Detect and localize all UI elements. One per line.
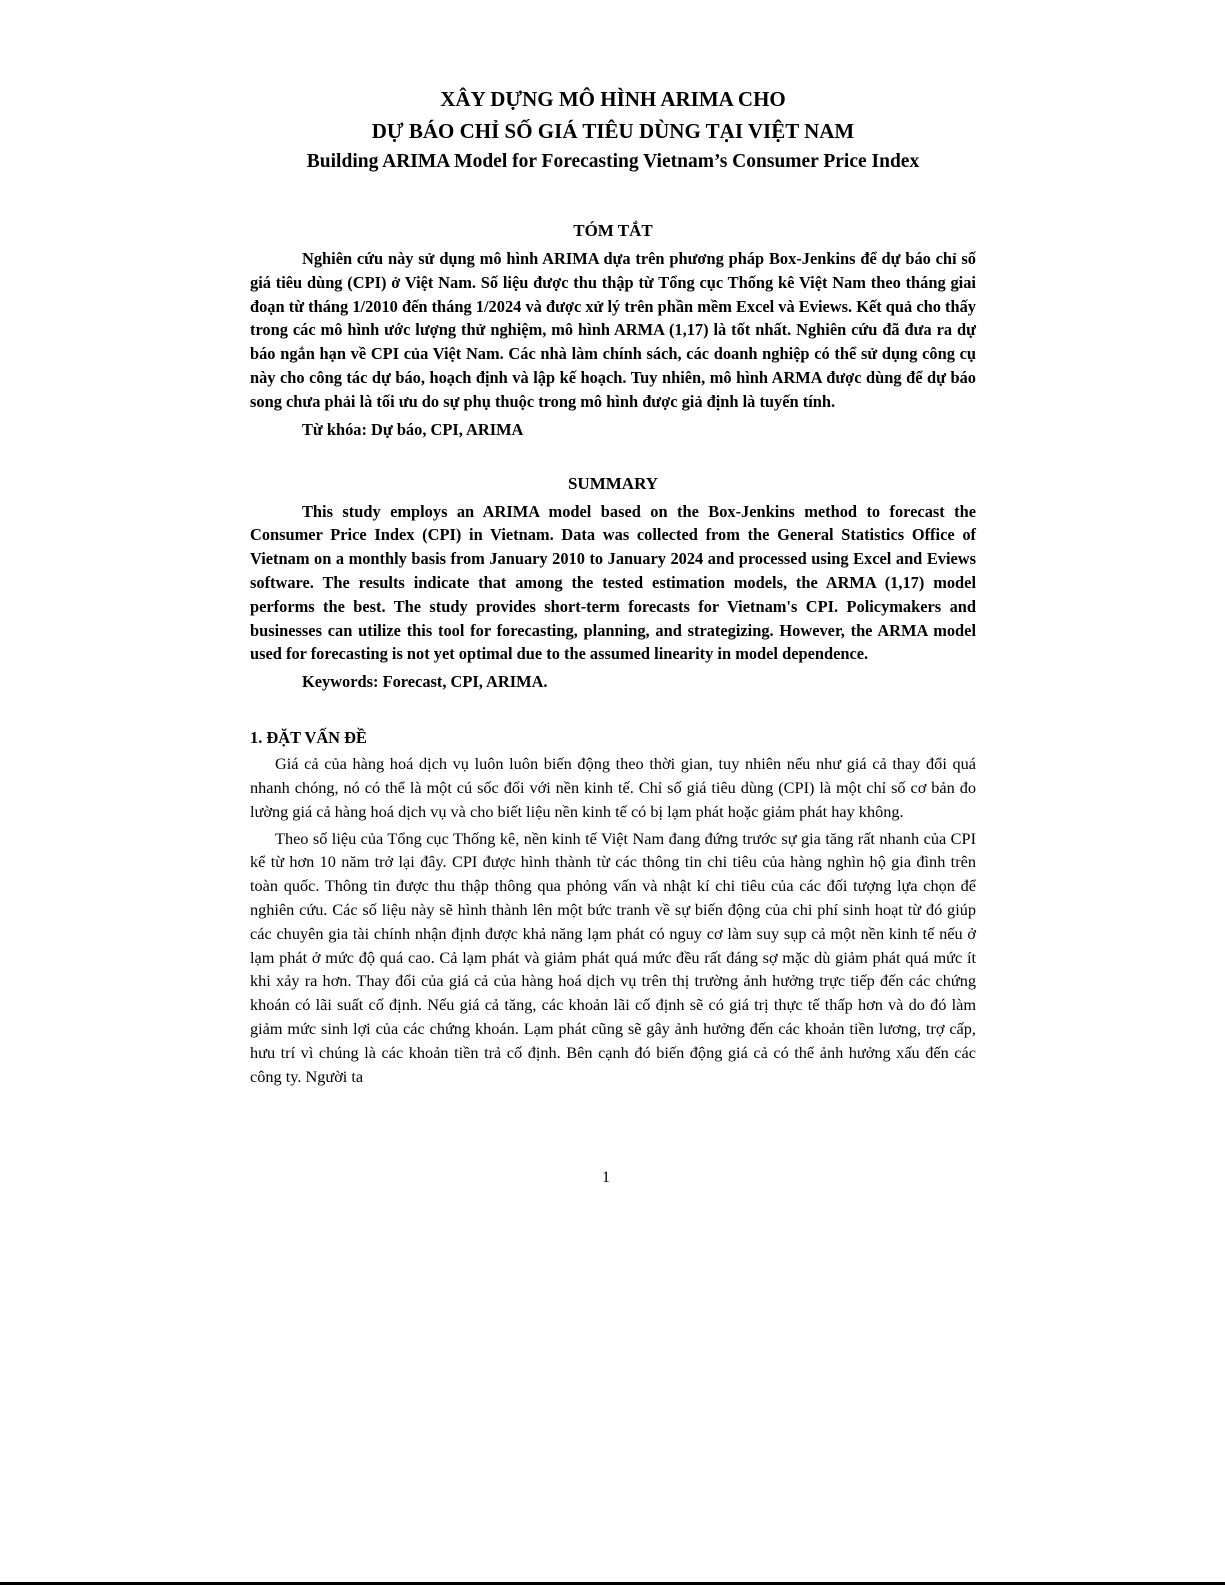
abstract-vi-heading: TÓM TẮT xyxy=(573,221,653,240)
section-1-paragraph-2: Theo số liệu của Tổng cục Thống kê, nền kinh tế Việt Nam đang đứng trước sự gia tăng rất nhanh của CPI kể từ hơn 10 năm trở lại đây. CPI được hình thành từ các thông tin chi tiêu của hàng nghìn hộ gia đình trên toàn quốc. Thông tin được thu thập thông qua phỏng vấn và nhật kí chi tiêu của các đối tượng lựa chọn để nghiên cứu. Các số liệu này sẽ hình thành lên một bức tranh về sự biến động của chi phí sinh hoạt từ đó giúp các chuyên gia tài chính nhận định được khả năng lạm phát có nguy cơ làm suy sụp cả một nền kinh tế nếu ở lạm phát ở mức độ quá cao. Cả lạm phát và giảm phát quá mức đều rất đáng sợ mặc dù giảm phát quá mức ít khi xảy ra hơn. Thay đổi của giá cả của hàng hoá dịch vụ trên thị trường ảnh hưởng trực tiếp đến các chứng khoán có lãi suất cố định. Nếu giá cả tăng, các khoản lãi cố định sẽ có giá trị thực tế thấp hơn và do đó làm giảm mức sinh lợi của các chứng khoán. Lạm phát cũng sẽ gây ảnh hưởng đến các khoản tiền lương, trợ cấp, hưu trí vì chúng là các khoản tiền trả cố định. Bên cạnh đó biến động giá cả có thể ảnh hưởng xấu đến các công ty. Người ta xyxy=(250,828,976,1086)
title-vi-line1: XÂY DỰNG MÔ HÌNH ARIMA CHO xyxy=(440,87,786,111)
abstract-vi xyxy=(250,219,976,442)
abstract-en-text: This study employs an ARIMA model based on the Box-Jenkins method to forecast the Consumer Price Index (CPI) in Vietnam. Data was collected from the General Statistics Office of Vietnam on a monthly basis from January 2010 to January 2024 and processed using Excel and Eviews software. The results indicate that among the tested estimation models, the ARMA (1,17) model performs the best. The study provides short-term forecasts for Vietnam's CPI. Policymakers and businesses can utilize this tool for forecasting, planning, and strategizing. However, the ARMA model used for forecasting is not yet optimal due to the assumed linearity in model dependence. xyxy=(250,501,976,664)
abstract-en-heading: SUMMARY xyxy=(567,473,659,493)
section-1 xyxy=(250,726,976,1088)
title-vi-line2: DỰ BÁO CHỈ SỐ GIÁ TIÊU DÙNG TẠI VIỆT NAM xyxy=(371,119,855,143)
paper-page xyxy=(250,80,976,1088)
section-1-heading: 1. ĐẶT VẤN ĐỀ xyxy=(250,728,367,748)
abstract-en-keywords: Keywords: Forecast, CPI, ARIMA. xyxy=(302,672,548,692)
abstract-en xyxy=(250,472,976,695)
section-1-paragraph-1: Giá cả của hàng hoá dịch vụ luôn luôn biến động theo thời gian, tuy nhiên nếu như giá cả thay đổi quá nhanh chóng, nó có thể là một cú sốc đối với nền kinh tế. Chỉ số giá tiêu dùng (CPI) là một chỉ số cơ bản đo lường giá cả hàng hoá dịch vụ và cho biết liệu nền kinh tế có bị lạm phát hoặc giảm phát hay không. xyxy=(250,754,976,821)
title-block xyxy=(250,83,976,177)
page-number: 1 xyxy=(602,1169,610,1186)
title-en: Building ARIMA Model for Forecasting Vietnam’s Consumer Price Index xyxy=(306,151,920,172)
abstract-vi-text: Nghiên cứu này sử dụng mô hình ARIMA dựa trên phương pháp Box-Jenkins để dự báo chỉ số giá tiêu dùng (CPI) ở Việt Nam. Số liệu được thu thập từ Tổng cục Thống kê Việt Nam theo tháng giai đoạn từ tháng 1/2010 đến tháng 1/2024 và được xử lý trên phần mềm Excel và Eviews. Kết quả cho thấy trong các mô hình ước lượng thử nghiệm, mô hình ARMA (1,17) là tốt nhất. Nghiên cứu đã đưa ra dự báo ngắn hạn về CPI của Việt Nam. Các nhà làm chính sách, các doanh nghiệp có thể sử dụng công cụ này cho công tác dự báo, hoạch định và lập kế hoạch. Tuy nhiên, mô hình ARMA được dùng để dự báo song chưa phải là tối ưu do sự phụ thuộc trong mô hình được giả định là tuyến tính. xyxy=(250,249,976,411)
abstract-vi-keywords: Từ khóa: Dự báo, CPI, ARIMA xyxy=(302,419,524,439)
